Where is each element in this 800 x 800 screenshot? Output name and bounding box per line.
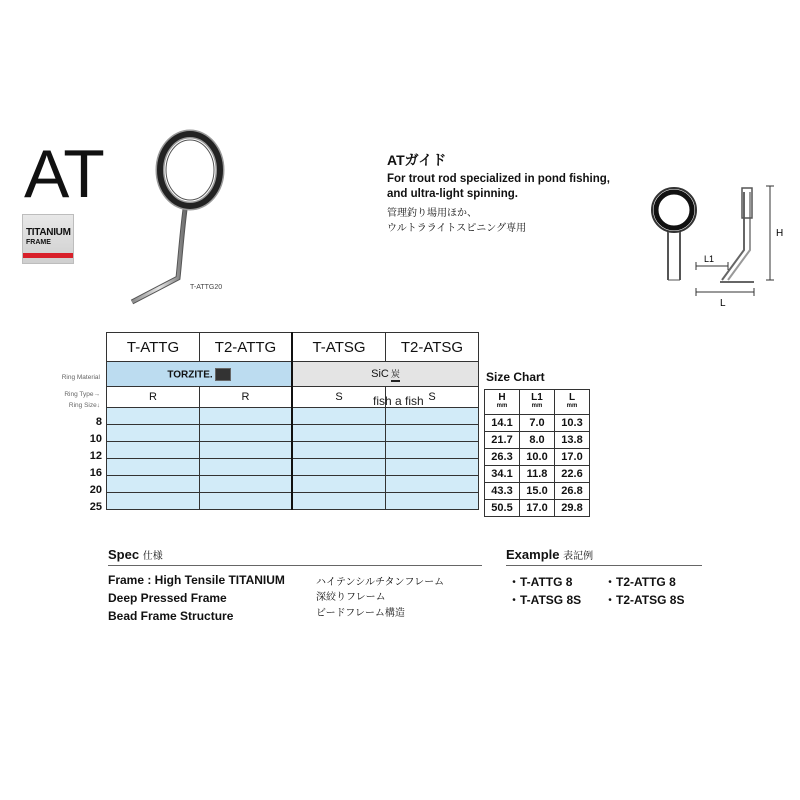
example-divider xyxy=(506,565,702,566)
example-item: ・T-ATTG 8 xyxy=(508,575,573,589)
example-item: ・T-ATSG 8S xyxy=(508,593,582,607)
page-title: AT xyxy=(24,136,104,212)
table-row: 50.5 17.0 29.8 xyxy=(485,500,590,517)
table-row: 14.1 7.0 10.3 xyxy=(485,415,590,432)
table-row xyxy=(107,408,479,425)
torzite-label: TORZITE. xyxy=(167,368,213,380)
model-header: T-ATTG xyxy=(107,333,200,362)
size-chart-header: L mm xyxy=(555,390,590,415)
table-row: 43.3 15.0 26.8 xyxy=(485,483,590,500)
model-table xyxy=(106,332,479,510)
model-header: T2-ATSG xyxy=(386,333,479,362)
table-row xyxy=(107,493,479,510)
table-row: 26.3 10.0 17.0 xyxy=(485,449,590,466)
label-l1: L1 xyxy=(704,254,715,264)
size-label: 10 xyxy=(89,433,102,445)
table-row: 21.7 8.0 13.8 xyxy=(485,432,590,449)
size-chart-table xyxy=(484,389,590,517)
ring-type-label: Ring Type→ xyxy=(64,391,100,398)
size-label: 12 xyxy=(89,450,102,462)
description-jp-line: ウルトラライトスピニング専用 xyxy=(387,223,527,234)
spec-line-jp: ビードフレーム構造 xyxy=(316,608,405,619)
model-header: T2-ATTG xyxy=(200,333,293,362)
example-item: ・T2-ATSG 8S xyxy=(604,593,685,607)
spec-line-jp: ハイテンシルチタンフレーム xyxy=(316,577,445,588)
ring-type: S xyxy=(292,387,386,408)
size-label: 16 xyxy=(89,467,102,479)
spec-line: Frame : High Tensile TITANIUM xyxy=(108,573,285,587)
size-label: 8 xyxy=(95,416,102,428)
description-line: and ultra-light spinning. xyxy=(387,188,518,200)
overlay-text: fish a fish xyxy=(373,394,424,408)
badge-line1: TITANIUM xyxy=(26,227,71,238)
size-chart-title: Size Chart xyxy=(486,370,545,384)
description-jp xyxy=(387,206,526,236)
badge-red-bar xyxy=(23,253,73,258)
spec-line: Deep Pressed Frame xyxy=(108,591,227,605)
example-item: ・T2-ATTG 8 xyxy=(604,575,676,589)
size-chart-header: H mm xyxy=(485,390,520,415)
table-row xyxy=(107,476,479,493)
ring-type: R xyxy=(107,387,200,408)
description-line: For trout rod specialized in pond fishing, xyxy=(387,173,610,185)
spec-line-jp: 深絞りフレーム xyxy=(316,592,386,603)
material-sic xyxy=(292,362,479,387)
table-row xyxy=(107,425,479,442)
example-title: Example 表記例 xyxy=(506,547,594,562)
ring-material-label: Ring Material xyxy=(61,374,100,381)
guide-product-image xyxy=(120,110,240,310)
dimension-diagram xyxy=(640,180,800,310)
sic-label: SiC xyxy=(371,367,389,380)
description-jp-line: 管理釣り場用ほか、 xyxy=(387,208,477,219)
badge-line2: FRAME xyxy=(26,239,51,246)
ring-type: R xyxy=(200,387,293,408)
size-chart-header: L1 mm xyxy=(520,390,555,415)
titanium-frame-badge xyxy=(22,214,74,264)
guide-heading: ATガイド xyxy=(387,152,447,168)
model-header: T-ATSG xyxy=(292,333,386,362)
material-torzite xyxy=(107,362,293,387)
table-row xyxy=(107,459,479,476)
table-row: 34.1 11.8 22.6 xyxy=(485,466,590,483)
sic-logo-icon: 炭 xyxy=(391,367,400,382)
label-h: H xyxy=(776,228,784,239)
size-label: 20 xyxy=(89,484,102,496)
spec-title: Spec 仕様 xyxy=(108,547,163,562)
ring-size-label: Ring Size↓ xyxy=(68,402,100,409)
ring-type: S xyxy=(386,387,479,408)
spec-line: Bead Frame Structure xyxy=(108,609,234,623)
product-caption: T-ATTG20 xyxy=(190,284,223,291)
label-l: L xyxy=(720,298,726,309)
spec-divider xyxy=(108,565,482,566)
description-en xyxy=(387,172,610,202)
table-row xyxy=(107,442,479,459)
torzite-logo-icon xyxy=(215,368,231,381)
size-label: 25 xyxy=(89,501,102,513)
